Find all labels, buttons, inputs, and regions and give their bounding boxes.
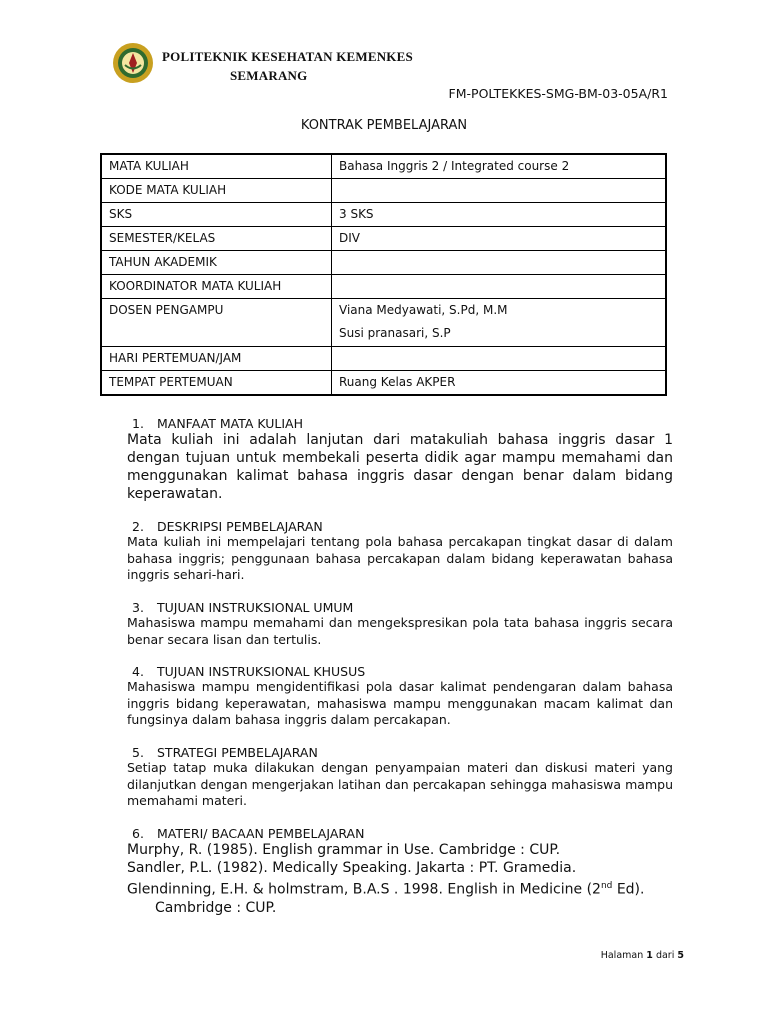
reference-item: Glendinning, E.H. & holmstram, B.A.S . 1998. English in Medicine (2nd Ed). [127,881,645,898]
section-manfaat [127,416,673,503]
section-strategi [127,745,673,810]
section-materi [127,826,673,917]
row-label: SKS [101,203,332,227]
row-value [332,275,667,299]
table-row [101,347,666,371]
row-value [332,179,667,203]
page-indicator: Halaman 1 dari 5 [600,950,684,961]
table-row [101,371,666,396]
row-value: Bahasa Inggris 2 / Integrated course 2 [332,154,667,179]
section-heading: 3. TUJUAN INSTRUKSIONAL UMUM [132,600,354,615]
table-row [101,154,666,179]
row-label: KODE MATA KULIAH [101,179,332,203]
section-body: Mata kuliah ini mempelajari tentang pola bahasa percakapan tingkat dasar di dalam bahasa inggris; penggunaan bahasa percakapan dalam bidang keperawatan bahasa inggris sehari-hari. [127,534,673,582]
row-value [332,251,667,275]
institution-name [162,47,413,85]
section-heading: 1. MANFAAT MATA KULIAH [132,416,303,431]
section-deskripsi [127,519,673,584]
row-label: KOORDINATOR MATA KULIAH [101,275,332,299]
reference-list [127,841,673,917]
reference-item: Sandler, P.L. (1982). Medically Speaking. Jakarta : PT. Gramedia. [127,860,577,876]
row-value [332,347,667,371]
section-body: Mata kuliah ini adalah lanjutan dari matakuliah bahasa inggris dasar 1 dengan tujuan untuk membekali peserta didik agar mampu memahami dan menggunakan kalimat bahasa inggris dasar dengan benar dalam bidang keperawatan. [127,432,673,502]
row-value: Ruang Kelas AKPER [332,371,667,396]
row-label: SEMESTER/KELAS [101,227,332,251]
course-info-table [100,153,667,396]
reference-item: Murphy, R. (1985). English grammar in Use. Cambridge : CUP. [127,842,561,858]
section-body: Setiap tatap muka dilakukan dengan penyampaian materi dan diskusi materi yang dilanjutkan dengan mengerjakan latihan dan percakapan sehingga mahasiswa mampu memahami materi. [127,760,673,808]
section-heading: 5. STRATEGI PEMBELAJARAN [132,745,318,760]
row-label: HARI PERTEMUAN/JAM [101,347,332,371]
row-value: 3 SKS [332,203,667,227]
row-value: DIV [332,227,667,251]
institution-line2: SEMARANG [230,68,308,83]
form-code: FM-POLTEKKES-SMG-BM-03-05A/R1 [448,86,668,101]
table-row [101,203,666,227]
section-tik [127,664,673,729]
row-label: DOSEN PENGAMPU [101,299,332,347]
lecturer-name: Viana Medyawati, S.Pd, M.M [339,303,508,317]
row-label: TAHUN AKADEMIK [101,251,332,275]
reference-item-continued: Cambridge : CUP. [155,899,277,916]
row-label: TEMPAT PERTEMUAN [101,371,332,396]
table-row [101,179,666,203]
section-body: Mahasiswa mampu memahami dan mengekspresikan pola tata bahasa inggris secara benar secara lisan dan tertulis. [127,615,673,647]
institution-line1: POLITEKNIK KESEHATAN KEMENKES [162,49,413,64]
table-row [101,299,666,347]
poltekkes-logo-icon [112,42,154,84]
row-value [332,299,667,347]
row-label: MATA KULIAH [101,154,332,179]
section-heading: 4. TUJUAN INSTRUKSIONAL KHUSUS [132,664,366,679]
section-heading: 2. DESKRIPSI PEMBELAJARAN [132,519,323,534]
section-body: Mahasiswa mampu mengidentifikasi pola dasar kalimat pendengaran dalam bahasa inggris bidang keperawatan, mahasiswa mampu menggunakan macam kalimat dan fungsinya dalam bahasa inggris dalam percakapan. [127,679,673,727]
lecturer-name: Susi pranasari, S.P [339,326,451,340]
table-row [101,227,666,251]
table-row [101,275,666,299]
table-row [101,251,666,275]
document-title: KONTRAK PEMBELAJARAN [300,118,468,133]
section-heading: 6. MATERI/ BACAAN PEMBELAJARAN [132,826,365,841]
section-tiu [127,600,673,648]
